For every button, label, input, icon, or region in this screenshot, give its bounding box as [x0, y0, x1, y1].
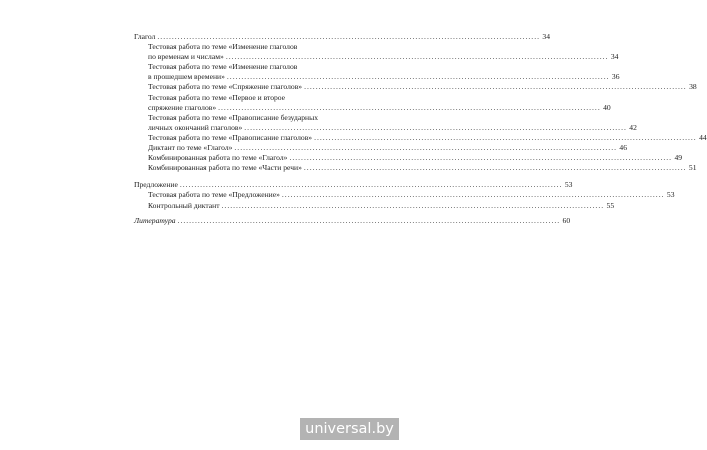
toc-page-number: 42: [629, 122, 637, 132]
toc-entry-text: Тестовая работа по теме «Правописание безударных: [148, 112, 318, 122]
toc-subitems-predlozhenie: [134, 190, 675, 210]
toc-entry-text: Диктант по теме «Глагол»: [148, 143, 233, 153]
dot-leader: ....................................................................................................................................: [226, 72, 610, 82]
toc-entry-text: Тестовая работа по теме «Изменение глаголов: [148, 62, 298, 72]
toc-entry[interactable]: [148, 42, 619, 62]
toc-section-glagol[interactable]: [134, 32, 550, 42]
toc-subitems-glagol: [134, 42, 707, 173]
toc-entry[interactable]: [148, 163, 697, 173]
toc-page-number: 46: [619, 143, 627, 153]
dot-leader: ....................................................................................................................................: [218, 102, 601, 112]
toc-entry-text: личных окончаний глаголов»: [148, 122, 243, 132]
toc-entry-text: в прошедшем времени»: [148, 72, 225, 82]
toc-section-predlozhenie[interactable]: [134, 180, 573, 190]
toc-entry[interactable]: [148, 153, 683, 163]
toc-entry[interactable]: [148, 132, 707, 143]
toc-entry-text: по временам и числам»: [148, 52, 224, 62]
table-of-contents: [134, 32, 707, 226]
watermark-badge: universal.by: [300, 418, 399, 440]
toc-section-title: Предложение: [134, 180, 178, 190]
toc-page-number: 53: [666, 190, 675, 200]
toc-entry-text: Контрольный диктант: [148, 200, 220, 210]
toc-entry[interactable]: [148, 143, 627, 153]
dot-leader: ....................................................................................................................................: [221, 200, 605, 210]
toc-entry-text: Тестовая работа по теме «Предложение»: [148, 190, 280, 200]
toc-entry-text: Тестовая работа по теме «Первое и второе: [148, 92, 286, 102]
toc-page-number: 34: [610, 52, 619, 62]
toc-page-number: 40: [603, 102, 611, 112]
dot-leader: ....................................................................................................................................: [289, 153, 673, 163]
toc-section-literatura[interactable]: [134, 215, 571, 226]
toc-entry-text: Комбинированная работа по теме «Части речи»: [148, 163, 302, 173]
dot-leader: ....................................................................................................................................: [281, 190, 665, 200]
toc-entry[interactable]: [148, 92, 611, 113]
dot-leader: ....................................................................................................................................: [303, 163, 687, 173]
toc-entry-text: Комбинированная работа по теме «Глагол»: [148, 153, 288, 163]
toc-entry[interactable]: [148, 62, 620, 82]
toc-page-number: 36: [611, 72, 620, 82]
toc-entry-text: Тестовая работа по теме «Спряжение глаголов»: [148, 82, 303, 92]
dot-leader: ....................................................................................................................................: [179, 180, 563, 190]
toc-page-number: 51: [688, 163, 697, 173]
toc-page-number: 53: [564, 180, 573, 190]
toc-page-number: 38: [689, 82, 697, 92]
toc-page-number: 44: [699, 132, 707, 142]
toc-entry-text: Тестовая работа по теме «Правописание глаголов»: [148, 132, 313, 142]
toc-page-number: 34: [542, 32, 550, 41]
dot-leader: ....................................................................................................................................: [244, 122, 627, 132]
dot-leader: ....................................................................................................................................: [177, 215, 561, 225]
toc-section-title: Глагол: [134, 32, 156, 41]
toc-page-number: 60: [562, 215, 571, 225]
dot-leader: ....................................................................................................................................: [234, 143, 617, 153]
toc-page-number: 49: [674, 153, 683, 163]
toc-entry[interactable]: [148, 200, 615, 211]
toc-entry-text: спряжение глаголов»: [148, 102, 217, 112]
toc-entry-text: Тестовая работа по теме «Изменение глаголов: [148, 42, 298, 52]
toc-section-title: Литература: [134, 215, 176, 225]
dot-leader: ....................................................................................................................................: [314, 132, 697, 142]
toc-entry[interactable]: [148, 190, 675, 200]
dot-leader: ....................................................................................................................................: [225, 52, 609, 62]
toc-page-number: 55: [606, 200, 615, 210]
dot-leader: ....................................................................................................................................: [304, 82, 687, 92]
toc-entry[interactable]: [148, 82, 697, 92]
toc-entry[interactable]: [148, 112, 637, 133]
dot-leader: ....................................................................................................................................: [157, 32, 540, 41]
